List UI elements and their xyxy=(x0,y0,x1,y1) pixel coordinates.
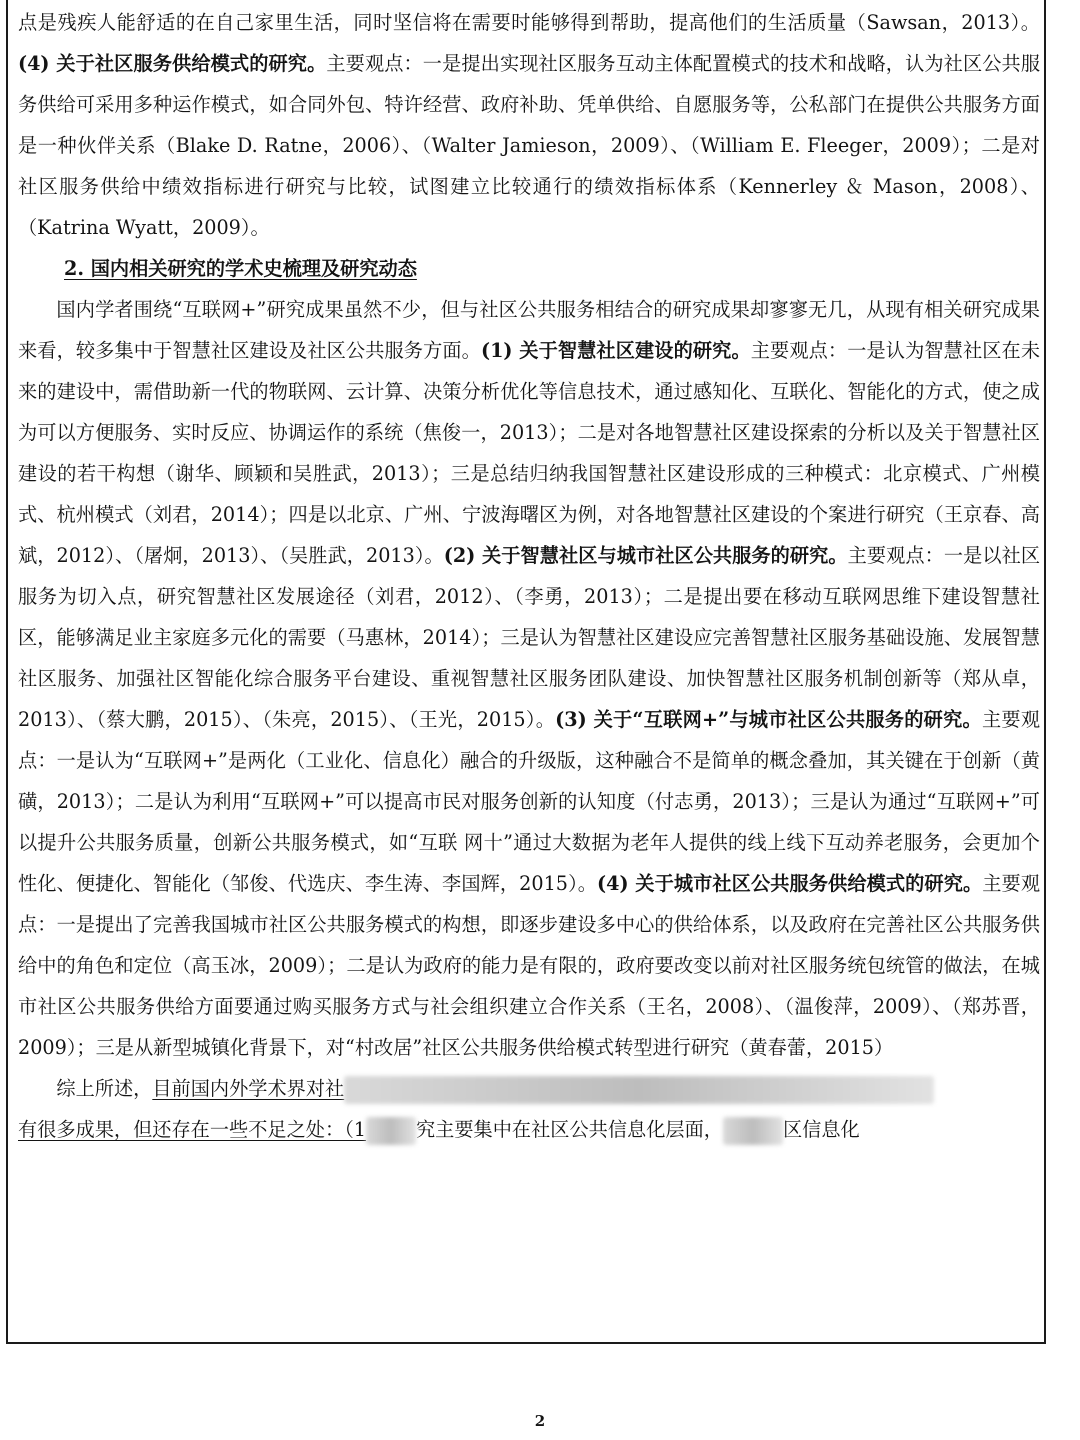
subheading-urban-supply-mode: (4) 关于城市社区公共服务供给模式的研究。 xyxy=(597,872,983,895)
page-frame xyxy=(6,0,1046,1344)
text-run: 国内学者围绕“互联网+”研究成果虽然不少，但与社区公共服务相结合的研究成果却寥寥无几，从现有相关研究成果来看，较多集中于智慧社区建设及社区公共服务方面。 xyxy=(18,298,1040,362)
blurred-region xyxy=(723,1117,783,1145)
page-number: 2 xyxy=(534,1412,546,1430)
text-run: 区信息化 xyxy=(782,1118,860,1141)
text-run: 主要观点：一是认为“互联网+”是两化（工业化、信息化）融合的升级版，这种融合不是简单的概念叠加，其关键在于创新（黄磺，2013）；二是认为利用“互联网+”可以提高市民对服务创新的认知度（付志勇，2013）；三是认为通过“互联网+”可以提升公共服务质量，创新公共服务模式，如“互联 网十”通过大数据为老年人提供的线上线下互动养老服务，会更加个性化、便捷化、智能化（邹俊、代选庆、李生涛、李国辉，2015）。 xyxy=(18,708,1041,895)
subheading-smart-community-public-service: (2) 关于智慧社区与城市社区公共服务的研究。 xyxy=(443,544,848,567)
body-text xyxy=(18,2,1040,1150)
text-run: 究主要集中在社区公共信息化层面， xyxy=(415,1118,723,1141)
text-run: 主要观点：一是提出了完善我国城市社区公共服务模式的构想，即逐步建设多中心的供给体系，以及政府在完善社区公共服务供给中的角色和定位（高玉冰，2009）；二是认为政府的能力是有限的，政府要改变以前对社区服务统包统管的做法，在城市社区公共服务供给方面要通过购买服务方式与社会组织建立合作关系（王名，2008）、（温俊萍，2009）、（郑苏晋，2009）；三是从新型城镇化背景下，对“村改居”社区公共服务供给模式转型进行研究（黄春蕾，2015） xyxy=(18,872,1041,1059)
underlined-text: 目前国内外学术界对社 xyxy=(152,1077,345,1100)
subheading-service-supply-mode: (4) 关于社区服务供给模式的研究。 xyxy=(18,52,327,75)
paragraph-summary xyxy=(18,1068,1040,1150)
text-run: 主要观点：一是提出实现社区服务互动主体配置模式的技术和战略，认为社区公共服务供给可采用多种运作模式，如合同外包、特许经营、政府补助、凭单供给、自愿服务等，公私部门在提供公共服务方面是一种伙伴关系（Blake D. Ratne，2006）、（Walter Jamieson，2009）、（William E. Fleeger，2009）；二是对社区服务供给中绩效指标进行研究与比较，试图建立比较通行的绩效指标体系（Kennerley ＆ Mason，2008）、（Katrina Wyatt，2009）。 xyxy=(18,52,1041,239)
blurred-region xyxy=(344,1076,934,1104)
text-run: 主要观点：一是认为智慧社区在未来的建设中，需借助新一代的物联网、云计算、决策分析优化等信息技术，通过感知化、互联化、智能化的方式，使之成为可以方便服务、实时反应、协调运作的系统（焦俊一，2013）；二是对各地智慧社区建设探索的分析以及关于智慧社区建设的若干构想（谢华、顾颖和吴胜武，2013）；三是总结归纳我国智慧社区建设形成的三种模式：北京模式、广州模式、杭州模式（刘君，2014）；四是以北京、广州、宁波海曙区为例，对各地智慧社区建设的个案进行研究（王京春、高斌，2012）、（屠炯，2013）、（吴胜武，2013）。 xyxy=(18,339,1041,567)
paragraph-domestic xyxy=(18,289,1040,1068)
text-run: 综上所述， xyxy=(56,1077,153,1100)
blurred-region xyxy=(366,1117,416,1145)
paragraph-international-continued xyxy=(18,2,1040,248)
underlined-text: 有很多成果，但还存在一些不足之处：（1 xyxy=(18,1118,366,1141)
subheading-smart-community: (1) 关于智慧社区建设的研究。 xyxy=(480,339,751,362)
subheading-internet-plus: (3) 关于“互联网+”与城市社区公共服务的研究。 xyxy=(555,708,982,731)
section-heading: 2. 国内相关研究的学术史梳理及研究动态 xyxy=(64,257,417,280)
text-run: 点是残疾人能舒适的在自己家里生活，同时坚信将在需要时能够得到帮助，提高他们的生活质量（Sawsan，2013）。 xyxy=(18,11,1040,34)
text-run: 主要观点：一是以社区服务为切入点，研究智慧社区发展途径（刘君，2012）、（李勇，2013）；二是提出要在移动互联网思维下建设智慧社区，能够满足业主家庭多元化的需要（马惠林，2014）；三是认为智慧社区建设应完善智慧社区服务基础设施、发展智慧社区服务、加强社区智能化综合服务平台建设、重视智慧社区服务团队建设、加快智慧社区服务机制创新等（郑从卓，2013）、（蔡大鹏，2015）、（朱亮，2015）、（王光，2015）。 xyxy=(18,544,1041,731)
